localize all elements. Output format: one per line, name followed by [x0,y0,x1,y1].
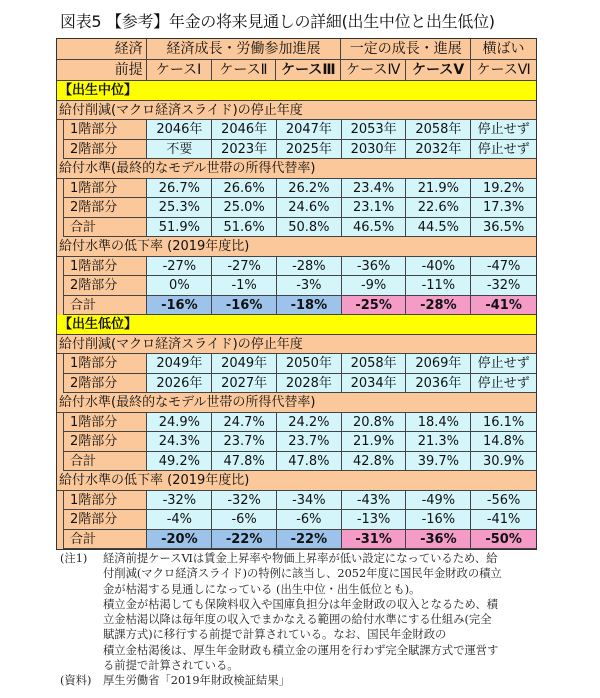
note-line [60,597,550,612]
note-line [60,582,550,597]
header-case-3: ケースⅢ [276,60,341,81]
value-cell: 不要 [147,140,212,160]
value-cell: 16.1% [471,413,536,433]
value-cell: 24.7% [212,413,277,433]
note-tag [60,643,103,658]
section-header-1: 【出生低位】 [57,315,536,335]
value-cell: -41% [471,510,536,530]
value-cell: 2050年 [277,354,342,374]
row-label: 2階部分 [64,276,147,296]
note-line [60,551,550,566]
value-cell: -16% [147,296,212,316]
row-label: 2階部分 [64,140,147,160]
value-cell: 51.6% [212,218,277,238]
value-cell: 30.9% [471,452,536,472]
table-row [63,179,536,199]
header-case-2: ケースⅡ [212,60,277,81]
row-label: 2階部分 [64,432,147,452]
table-row [63,413,536,433]
value-cell: 26.2% [277,179,342,199]
table-row [63,218,536,238]
note-line [60,673,550,688]
value-cell: -1% [212,276,277,296]
header-group-growth: 経済成長・労働参加進展 [147,39,342,60]
note-text: 積立金枯渇後は、厚生年金財政も積立金の運用を行わず完全賦課方式で運営す [103,643,499,657]
value-cell: 36.5% [471,218,536,238]
value-cell: 23.1% [342,198,407,218]
value-cell: 停止せず [471,120,536,140]
header-label-economy: 経済 [57,39,147,60]
row-label: 1階部分 [64,179,147,199]
value-cell: 2046年 [147,120,212,140]
table-row [63,374,536,394]
row-label: 合計 [64,452,147,472]
row-label: 1階部分 [64,257,147,277]
value-cell: -31% [342,530,407,550]
note-text: 立金枯渇以降は毎年度の収入でまかなえる範囲の給付水準にする仕組み(完全 [103,613,492,627]
group-title-stop_year: 給付削減(マクロ経済スライド)の停止年度 [57,101,536,121]
value-cell: 24.9% [147,413,212,433]
table-row [63,198,536,218]
value-cell: 24.2% [277,413,342,433]
value-cell: -3% [277,276,342,296]
table-row [63,491,536,511]
value-cell: 停止せず [471,140,536,160]
value-cell: 2027年 [212,374,277,394]
pension-projection-table [56,38,537,550]
value-cell: 2046年 [212,120,277,140]
value-cell: -47% [471,257,536,277]
value-cell: 47.8% [212,452,277,472]
value-cell: 2030年 [342,140,407,160]
value-cell: -6% [277,510,342,530]
note-text: る前提で計算されている。 [103,659,239,673]
value-cell: 22.6% [406,198,471,218]
header-row-groups [57,39,536,60]
value-cell: 21.9% [406,179,471,199]
note-line [60,612,550,627]
value-cell: 2034年 [342,374,407,394]
note-text: 賦課方式)に移行する前提で計算されている。なお、国民年金財政の [103,628,447,642]
header-case-5: ケースⅤ [406,60,471,81]
group-title-level: 給付水準(最終的なモデル世帯の所得代替率) [57,159,536,179]
value-cell: 2036年 [406,374,471,394]
note-tag [60,658,103,673]
table-row [63,140,536,160]
table-row [63,510,536,530]
value-cell: 停止せず [471,354,536,374]
table-row [63,530,536,550]
value-cell: -41% [471,296,536,316]
value-cell: 2069年 [406,354,471,374]
note-line [60,627,550,642]
value-cell: 2049年 [147,354,212,374]
row-label: 1階部分 [64,354,147,374]
value-cell: 20.8% [342,413,407,433]
header-group-moderate: 一定の成長・進展 [341,39,471,60]
note-line [60,566,550,581]
value-cell: 39.7% [406,452,471,472]
value-cell: -22% [212,530,277,550]
note-text: 経済前提ケースⅥは賃金上昇率や物価上昇率が低い設定になっているため、給 [103,552,498,565]
value-cell: -11% [406,276,471,296]
value-cell: 2047年 [277,120,342,140]
notes [60,551,550,689]
value-cell: 51.9% [147,218,212,238]
note-line [60,658,550,673]
figure-title: 図表5 【参考】年金の将来見通しの詳細(出生中位と出生低位) [60,12,495,31]
value-cell: 18.4% [406,413,471,433]
row-label: 合計 [64,530,147,550]
header-case-4: ケースⅣ [341,60,406,81]
value-cell: -9% [342,276,407,296]
value-cell: 23.7% [212,432,277,452]
value-cell: -4% [147,510,212,530]
note-text: 厚生労働省「2019年財政検証結果」 [103,674,290,688]
note-tag [60,566,103,581]
value-cell: -34% [277,491,342,511]
value-cell: -32% [212,491,277,511]
value-cell: 44.5% [406,218,471,238]
table-row [63,354,536,374]
row-label: 2階部分 [64,510,147,530]
table-row [63,120,536,140]
header-case-1: ケースⅠ [147,60,212,81]
value-cell: -56% [471,491,536,511]
value-cell: 2049年 [212,354,277,374]
value-cell: 19.2% [471,179,536,199]
value-cell: -6% [212,510,277,530]
value-cell: -28% [277,257,342,277]
value-cell: 46.5% [342,218,407,238]
value-cell: 停止せず [471,374,536,394]
value-cell: 50.8% [277,218,342,238]
note-tag [60,582,103,597]
value-cell: -36% [342,257,407,277]
note-text: 金が枯渇する見通しになっている (出生中位・出生低位とも)。 [103,582,421,596]
value-cell: 17.3% [471,198,536,218]
value-cell: 25.3% [147,198,212,218]
table-row [63,452,536,472]
header-row-cases [57,60,536,81]
value-cell: -50% [471,530,536,550]
section-header-0: 【出生中位】 [57,81,536,101]
value-cell: 2025年 [277,140,342,160]
value-cell: 2053年 [342,120,407,140]
group-title-decline: 給付水準の低下率 (2019年度比) [57,237,536,257]
value-cell: 2032年 [406,140,471,160]
value-cell: 2026年 [147,374,212,394]
value-cell: 47.8% [277,452,342,472]
row-label: 合計 [64,296,147,316]
value-cell: -20% [147,530,212,550]
value-cell: 24.6% [277,198,342,218]
value-cell: -36% [406,530,471,550]
value-cell: -22% [277,530,342,550]
value-cell: -43% [342,491,407,511]
note-tag: (注1) [60,552,88,565]
note-tag [60,612,103,627]
value-cell: -16% [212,296,277,316]
note-text: 積立金が枯渇しても保険料収入や国庫負担分は年金財政の収入となるため、積 [103,597,498,611]
value-cell: 2058年 [342,354,407,374]
value-cell: -27% [147,257,212,277]
table-row [63,432,536,452]
value-cell: -40% [406,257,471,277]
value-cell: -32% [147,491,212,511]
header-case-6: ケースⅥ [471,60,536,81]
value-cell: 0% [147,276,212,296]
row-label: 1階部分 [64,413,147,433]
value-cell: -25% [342,296,407,316]
group-title-stop_year: 給付削減(マクロ経済スライド)の停止年度 [57,335,536,355]
table-row [63,257,536,277]
value-cell: 2058年 [406,120,471,140]
value-cell: 21.3% [406,432,471,452]
value-cell: 26.6% [212,179,277,199]
note-text: 付削減(マクロ経済スライド)の特例に該当し、2052年度に国民年金財政の積立 [103,567,502,581]
note-line [60,643,550,658]
note-tag: (資料) [60,674,92,688]
value-cell: 25.0% [212,198,277,218]
value-cell: 26.7% [147,179,212,199]
value-cell: -49% [406,491,471,511]
value-cell: -16% [406,510,471,530]
value-cell: -18% [277,296,342,316]
header-label-premise: 前提 [57,60,147,81]
row-label: 1階部分 [64,120,147,140]
table-row [63,276,536,296]
value-cell: 23.4% [342,179,407,199]
value-cell: 42.8% [342,452,407,472]
value-cell: -13% [342,510,407,530]
value-cell: 21.9% [342,432,407,452]
group-title-level: 給付水準(最終的なモデル世帯の所得代替率) [57,393,536,413]
value-cell: 2028年 [277,374,342,394]
group-title-decline: 給付水準の低下率 (2019年度比) [57,471,536,491]
note-tag [60,597,103,612]
value-cell: 24.3% [147,432,212,452]
value-cell: -32% [471,276,536,296]
value-cell: 14.8% [471,432,536,452]
row-label: 1階部分 [64,491,147,511]
table-row [63,296,536,316]
value-cell: 2023年 [212,140,277,160]
value-cell: -27% [212,257,277,277]
row-label: 2階部分 [64,374,147,394]
header-group-flat: 横ばい [471,39,536,60]
value-cell: -28% [406,296,471,316]
value-cell: 23.7% [277,432,342,452]
row-label: 合計 [64,218,147,238]
value-cell: 49.2% [147,452,212,472]
note-tag [60,627,103,642]
row-label: 2階部分 [64,198,147,218]
